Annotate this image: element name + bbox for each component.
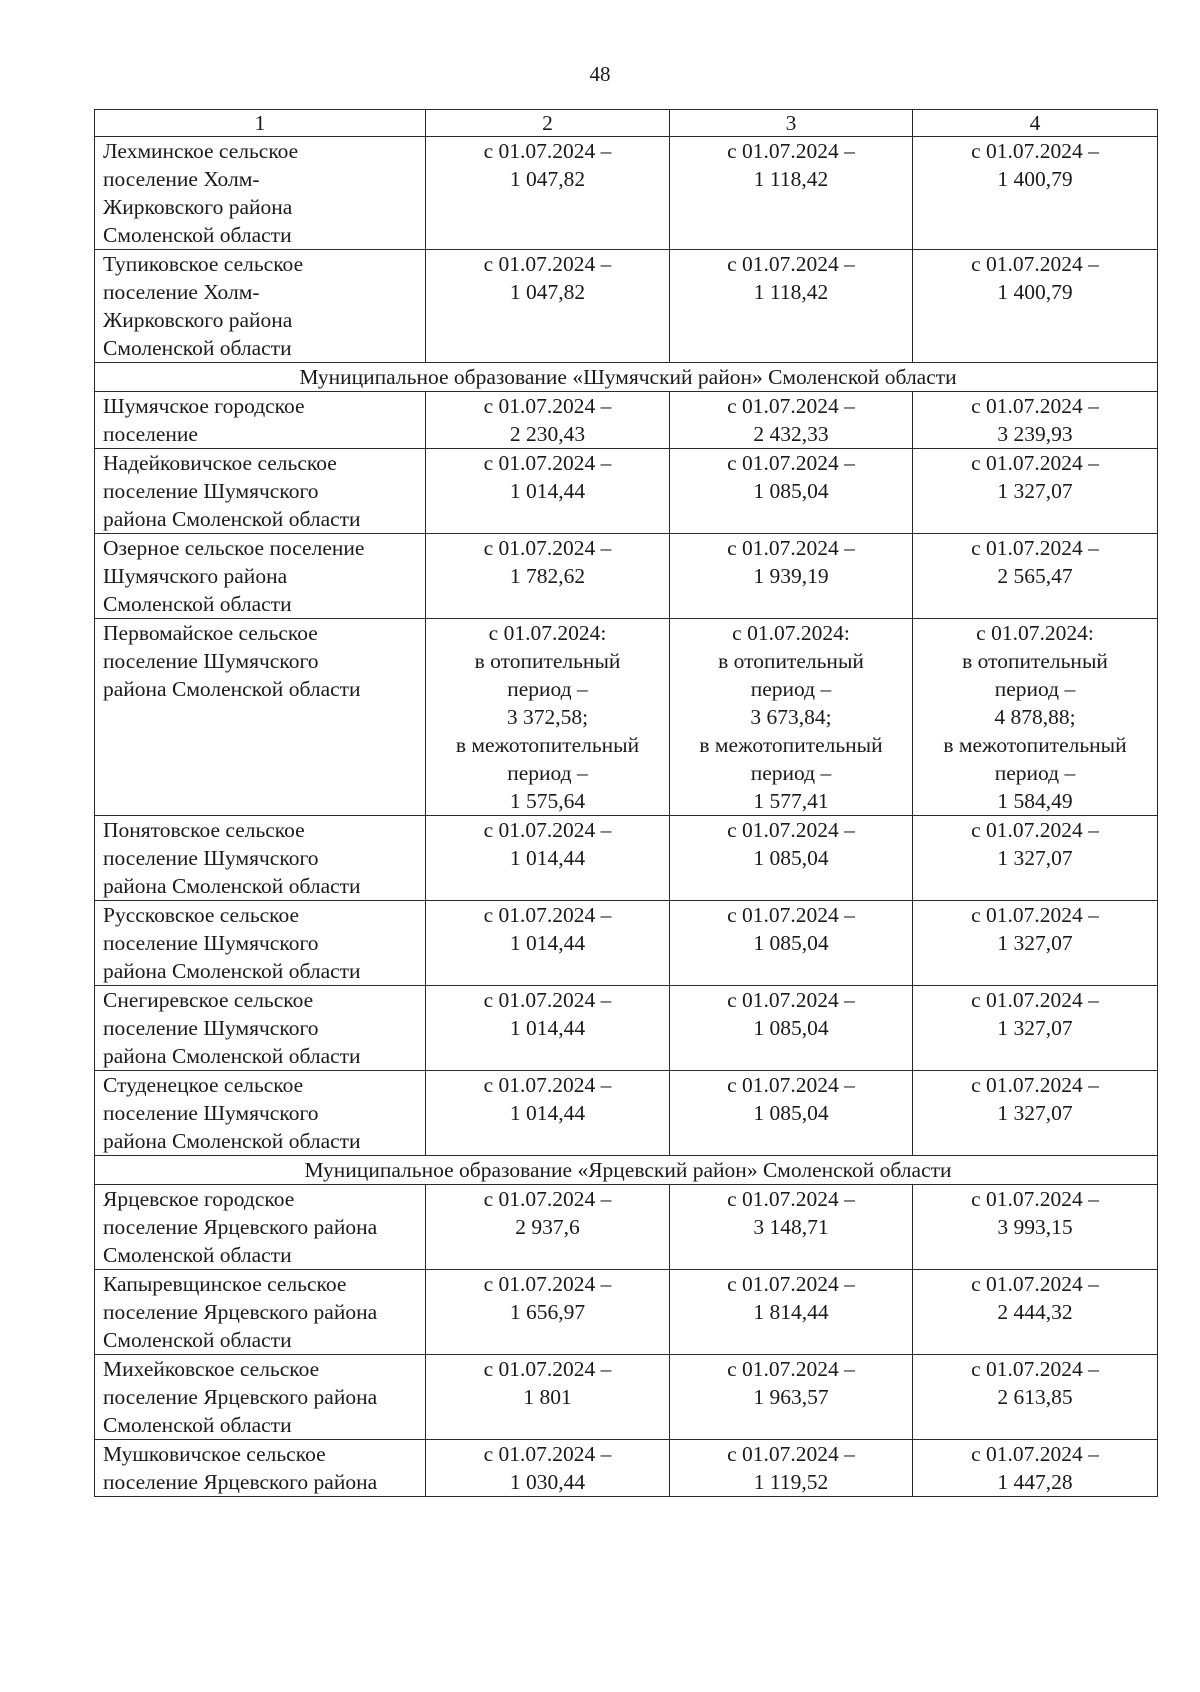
tariff-cell-col-4 (913, 619, 1158, 816)
tariff-line: 1 801 (523, 1385, 572, 1409)
tariff-cell-col-3 (670, 1270, 913, 1355)
settlement-name-line: поселение Шумячского (103, 1101, 319, 1125)
header-col-2: 2 (426, 110, 670, 137)
tariff-cell-col-2 (426, 137, 670, 250)
settlement-name-line: района Смоленской области (103, 1129, 361, 1153)
tariff-line: с 01.07.2024 – (483, 818, 612, 842)
tariff-line: в отопительный (718, 649, 864, 673)
tariff-line: с 01.07.2024 – (727, 536, 855, 560)
settlement-name-cell (95, 1071, 426, 1156)
settlement-name-line: Озерное сельское поселение (103, 536, 365, 560)
tariff-line: 3 239,93 (997, 422, 1073, 446)
tariff-line: 1 014,44 (509, 1101, 586, 1125)
tariff-line: 1 577,41 (753, 789, 829, 813)
tariff-cell-col-3 (670, 1185, 913, 1270)
tariff-line: с 01.07.2024 – (483, 536, 612, 560)
tariff-line: с 01.07.2024 – (483, 1187, 612, 1211)
tariff-cell-col-3 (670, 816, 913, 901)
tariff-line: с 01.07.2024 – (483, 451, 612, 475)
section-header-row (95, 363, 1158, 392)
table-row (95, 1071, 1158, 1156)
settlement-name-line: Смоленской области (103, 592, 292, 616)
settlement-name-line: района Смоленской области (103, 677, 361, 701)
tariff-line: с 01.07.2024 – (483, 988, 612, 1012)
settlement-name-line: Руссковское сельское (103, 903, 300, 927)
tariff-line: 1 939,19 (753, 564, 829, 588)
tariff-line: 1 963,57 (753, 1385, 829, 1409)
table-row (95, 1270, 1158, 1355)
tariff-cell-col-4 (913, 137, 1158, 250)
tariff-line: 1 014,44 (509, 479, 586, 503)
tariff-cell-col-2 (426, 250, 670, 363)
tariff-line: в отопительный (474, 649, 621, 673)
page-number: 48 (589, 62, 611, 86)
tariff-line: с 01.07.2024 – (971, 1073, 1099, 1097)
tariff-cell-col-4 (913, 1270, 1158, 1355)
settlement-name-cell (95, 137, 426, 250)
tariff-line: с 01.07.2024 – (483, 1073, 612, 1097)
settlement-name-line: Жирковского района (103, 308, 293, 332)
tariff-line: 1 085,04 (753, 479, 829, 503)
tariff-line: 3 148,71 (753, 1215, 829, 1239)
tariff-line: 1 085,04 (753, 1101, 829, 1125)
settlement-name-cell (95, 901, 426, 986)
settlement-name-line: Капыревщинское сельское (103, 1272, 347, 1296)
table-row (95, 901, 1158, 986)
tariff-line: 1 447,28 (997, 1470, 1073, 1494)
tariff-cell-col-2 (426, 1355, 670, 1440)
tariff-line: с 01.07.2024 – (727, 818, 855, 842)
tariff-line: 1 085,04 (753, 931, 829, 955)
tariff-line: 1 584,49 (997, 789, 1073, 813)
settlement-name-cell (95, 619, 426, 816)
tariff-line: с 01.07.2024 – (727, 451, 855, 475)
settlement-name-line: района Смоленской области (103, 959, 361, 983)
tariff-cell-col-2 (426, 1185, 670, 1270)
tariff-line: период – (750, 677, 832, 701)
tariff-line: с 01.07.2024 – (727, 1272, 855, 1296)
tariff-line: с 01.07.2024 – (727, 394, 855, 418)
tariff-cell-col-2 (426, 816, 670, 901)
tariff-cell-col-4 (913, 449, 1158, 534)
tariff-line: 1 014,44 (509, 846, 586, 870)
tariff-line: с 01.07.2024 – (971, 818, 1099, 842)
settlement-name-cell (95, 1270, 426, 1355)
tariff-line: с 01.07.2024 – (483, 1357, 612, 1381)
table-row (95, 534, 1158, 619)
tariff-line: 3 993,15 (997, 1215, 1073, 1239)
tariff-line: с 01.07.2024 – (483, 139, 612, 163)
settlement-name-cell (95, 1440, 426, 1497)
tariff-cell-col-4 (913, 901, 1158, 986)
settlement-name-cell (95, 986, 426, 1071)
settlement-name-line: Ярцевское городское (103, 1187, 295, 1211)
tariff-cell-col-4 (913, 986, 1158, 1071)
table-row (95, 1440, 1158, 1497)
table-row (95, 816, 1158, 901)
tariff-line: 1 814,44 (753, 1300, 829, 1324)
tariff-line: с 01.07.2024 – (971, 252, 1099, 276)
tariff-cell-col-2 (426, 1270, 670, 1355)
tariff-line: с 01.07.2024: (488, 621, 607, 645)
tariff-cell-col-4 (913, 392, 1158, 449)
header-col-3: 3 (670, 110, 913, 137)
table-row (95, 392, 1158, 449)
tariff-cell-col-2 (426, 901, 670, 986)
tariff-cell-col-2 (426, 986, 670, 1071)
tariff-cell-col-3 (670, 1071, 913, 1156)
tariff-cell-col-3 (670, 901, 913, 986)
tariff-line: с 01.07.2024 – (483, 1272, 612, 1296)
tariff-line: 2 937,6 (515, 1215, 580, 1239)
tariff-line: 4 878,88; (994, 705, 1076, 729)
settlement-name-line: Смоленской области (103, 1243, 292, 1267)
tariff-cell-col-4 (913, 816, 1158, 901)
tariff-line: в межотопительный (943, 733, 1127, 757)
settlement-name-line: Смоленской области (103, 223, 292, 247)
tariff-line: 1 047,82 (509, 167, 586, 191)
tariff-line: период – (994, 677, 1076, 701)
tariff-line: 1 327,07 (997, 931, 1073, 955)
settlement-name-line: Михейковское сельское (103, 1357, 320, 1381)
tariff-cell-col-3 (670, 1440, 913, 1497)
settlement-name-cell (95, 816, 426, 901)
tariff-cell-col-2 (426, 1071, 670, 1156)
tariff-line: 1 327,07 (997, 1101, 1073, 1125)
settlement-name-line: Лехминское сельское (103, 139, 299, 163)
settlement-name-line: поселение Ярцевского района (103, 1300, 378, 1324)
tariff-line: 1 327,07 (997, 479, 1073, 503)
tariff-cell-col-2 (426, 1440, 670, 1497)
tariff-line: 3 372,58; (506, 705, 589, 729)
table-row (95, 1185, 1158, 1270)
table-row (95, 986, 1158, 1071)
tariff-line: 3 673,84; (750, 705, 832, 729)
tariff-line: с 01.07.2024 – (971, 451, 1099, 475)
tariff-line: 1 014,44 (509, 931, 586, 955)
tariff-cell-col-3 (670, 449, 913, 534)
table-row (95, 619, 1158, 816)
tariff-line: с 01.07.2024 – (483, 394, 612, 418)
tariff-cell-col-4 (913, 1355, 1158, 1440)
settlement-name-line: поселение Шумячского (103, 1016, 319, 1040)
tariff-line: в отопительный (962, 649, 1108, 673)
tariff-line: с 01.07.2024 – (727, 1442, 855, 1466)
settlement-name-line: поселение Ярцевского района (103, 1385, 378, 1409)
tariff-line: 1 030,44 (509, 1470, 586, 1494)
settlement-name-line: поселение Шумячского (103, 846, 319, 870)
settlement-name-cell (95, 1355, 426, 1440)
table-row (95, 250, 1158, 363)
tariff-line: с 01.07.2024 – (727, 988, 855, 1012)
tariff-cell-col-4 (913, 1440, 1158, 1497)
table-body (95, 137, 1158, 1497)
settlement-name-line: поселение Шумячского (103, 931, 319, 955)
tariff-line: с 01.07.2024 – (971, 1357, 1099, 1381)
tariff-line: 1 085,04 (753, 1016, 829, 1040)
settlement-name-cell (95, 534, 426, 619)
settlement-name-line: района Смоленской области (103, 1044, 361, 1068)
section-header-row (95, 1156, 1158, 1185)
tariff-cell-col-4 (913, 1185, 1158, 1270)
tariff-cell-col-2 (426, 534, 670, 619)
tariff-cell-col-2 (426, 449, 670, 534)
settlement-name-line: поселение Шумячского (103, 479, 319, 503)
tariff-line: с 01.07.2024 – (483, 252, 612, 276)
settlement-name-line: Смоленской области (103, 1413, 292, 1437)
tariff-line: с 01.07.2024: (732, 621, 850, 645)
settlement-name-cell (95, 1185, 426, 1270)
tariff-cell-col-3 (670, 619, 913, 816)
settlement-name-line: района Смоленской области (103, 507, 361, 531)
table-row (95, 449, 1158, 534)
tariff-line: с 01.07.2024 – (483, 903, 612, 927)
tariff-cell-col-2 (426, 392, 670, 449)
settlement-name-line: Шумячского района (103, 564, 288, 588)
tariff-line: 1 575,64 (509, 789, 586, 813)
tariff-line: период – (507, 677, 588, 701)
tariff-cell-col-4 (913, 534, 1158, 619)
tariff-line: 1 327,07 (997, 1016, 1073, 1040)
tariff-line: 1 118,42 (753, 167, 829, 191)
tariff-line: 1 119,52 (753, 1470, 829, 1494)
tariff-line: период – (507, 761, 588, 785)
settlement-name-line: Первомайское сельское (103, 621, 318, 645)
section-title: Муниципальное образование «Ярцевский район» Смоленской области (95, 1156, 1158, 1185)
settlement-name-line: поселение Ярцевского района (103, 1470, 378, 1494)
tariff-cell-col-4 (913, 250, 1158, 363)
tariff-line: период – (750, 761, 832, 785)
tariff-line: 1 400,79 (997, 280, 1073, 304)
tariff-line: с 01.07.2024 – (971, 1272, 1099, 1296)
tariff-line: с 01.07.2024 – (971, 394, 1099, 418)
settlement-name-line: Мушковичское сельское (103, 1442, 326, 1466)
tariff-line: с 01.07.2024 – (971, 1442, 1099, 1466)
tariff-line: 2 444,32 (997, 1300, 1073, 1324)
tariff-table (94, 109, 1158, 1497)
tariff-line: 2 230,43 (509, 422, 586, 446)
tariff-line: с 01.07.2024: (976, 621, 1094, 645)
settlement-name-cell (95, 449, 426, 534)
tariff-line: с 01.07.2024 – (727, 903, 855, 927)
tariff-cell-col-2 (426, 619, 670, 816)
tariff-line: 1 085,04 (753, 846, 829, 870)
tariff-line: с 01.07.2024 – (727, 1073, 855, 1097)
tariff-line: 1 327,07 (997, 846, 1073, 870)
table-row (95, 1355, 1158, 1440)
settlement-name-line: Жирковского района (103, 195, 293, 219)
header-col-4: 4 (913, 110, 1158, 137)
tariff-line: 1 118,42 (753, 280, 829, 304)
settlement-name-line: Шумячское городское (103, 394, 305, 418)
tariff-line: с 01.07.2024 – (727, 252, 855, 276)
tariff-cell-col-3 (670, 137, 913, 250)
tariff-cell-col-3 (670, 986, 913, 1071)
settlement-name-line: района Смоленской области (103, 874, 361, 898)
tariff-line: с 01.07.2024 – (971, 1187, 1099, 1211)
tariff-line: в межотопительный (699, 733, 883, 757)
settlement-name-cell (95, 392, 426, 449)
settlement-name-line: поселение Ярцевского района (103, 1215, 378, 1239)
tariff-line: 1 047,82 (509, 280, 586, 304)
tariff-line: 1 014,44 (509, 1016, 586, 1040)
tariff-line: в межотопительный (455, 733, 640, 757)
settlement-name-cell (95, 250, 426, 363)
tariff-line: с 01.07.2024 – (727, 1357, 855, 1381)
settlement-name-line: Понятовское сельское (103, 818, 305, 842)
table-row (95, 137, 1158, 250)
settlement-name-line: поселение Шумячского (103, 649, 319, 673)
header-row (95, 110, 1158, 137)
tariff-line: с 01.07.2024 – (483, 1442, 612, 1466)
tariff-line: 1 400,79 (997, 167, 1073, 191)
tariff-line: 1 782,62 (509, 564, 586, 588)
tariff-line: 1 656,97 (509, 1300, 586, 1324)
tariff-line: 2 613,85 (997, 1385, 1073, 1409)
tariff-cell-col-3 (670, 250, 913, 363)
settlement-name-line: Студенецкое сельское (103, 1073, 304, 1097)
tariff-cell-col-4 (913, 1071, 1158, 1156)
header-col-1: 1 (95, 110, 426, 137)
tariff-line: с 01.07.2024 – (971, 536, 1099, 560)
section-title: Муниципальное образование «Шумячский район» Смоленской области (95, 363, 1158, 392)
settlement-name-line: поселение Холм- (103, 280, 260, 304)
settlement-name-line: поселение (103, 422, 198, 446)
settlement-name-line: Снегиревское сельское (103, 988, 314, 1012)
settlement-name-line: Тупиковское сельское (103, 252, 304, 276)
tariff-line: 2 432,33 (753, 422, 829, 446)
tariff-line: с 01.07.2024 – (971, 988, 1099, 1012)
settlement-name-line: Смоленской области (103, 336, 292, 360)
settlement-name-line: поселение Холм- (103, 167, 260, 191)
tariff-line: с 01.07.2024 – (727, 1187, 855, 1211)
tariff-cell-col-3 (670, 534, 913, 619)
tariff-line: период – (994, 761, 1076, 785)
tariff-line: 2 565,47 (997, 564, 1073, 588)
tariff-cell-col-3 (670, 1355, 913, 1440)
tariff-line: с 01.07.2024 – (971, 139, 1099, 163)
settlement-name-line: Смоленской области (103, 1328, 292, 1352)
tariff-line: с 01.07.2024 – (727, 139, 855, 163)
tariff-cell-col-3 (670, 392, 913, 449)
tariff-line: с 01.07.2024 – (971, 903, 1099, 927)
settlement-name-line: Надейковичское сельское (103, 451, 337, 475)
